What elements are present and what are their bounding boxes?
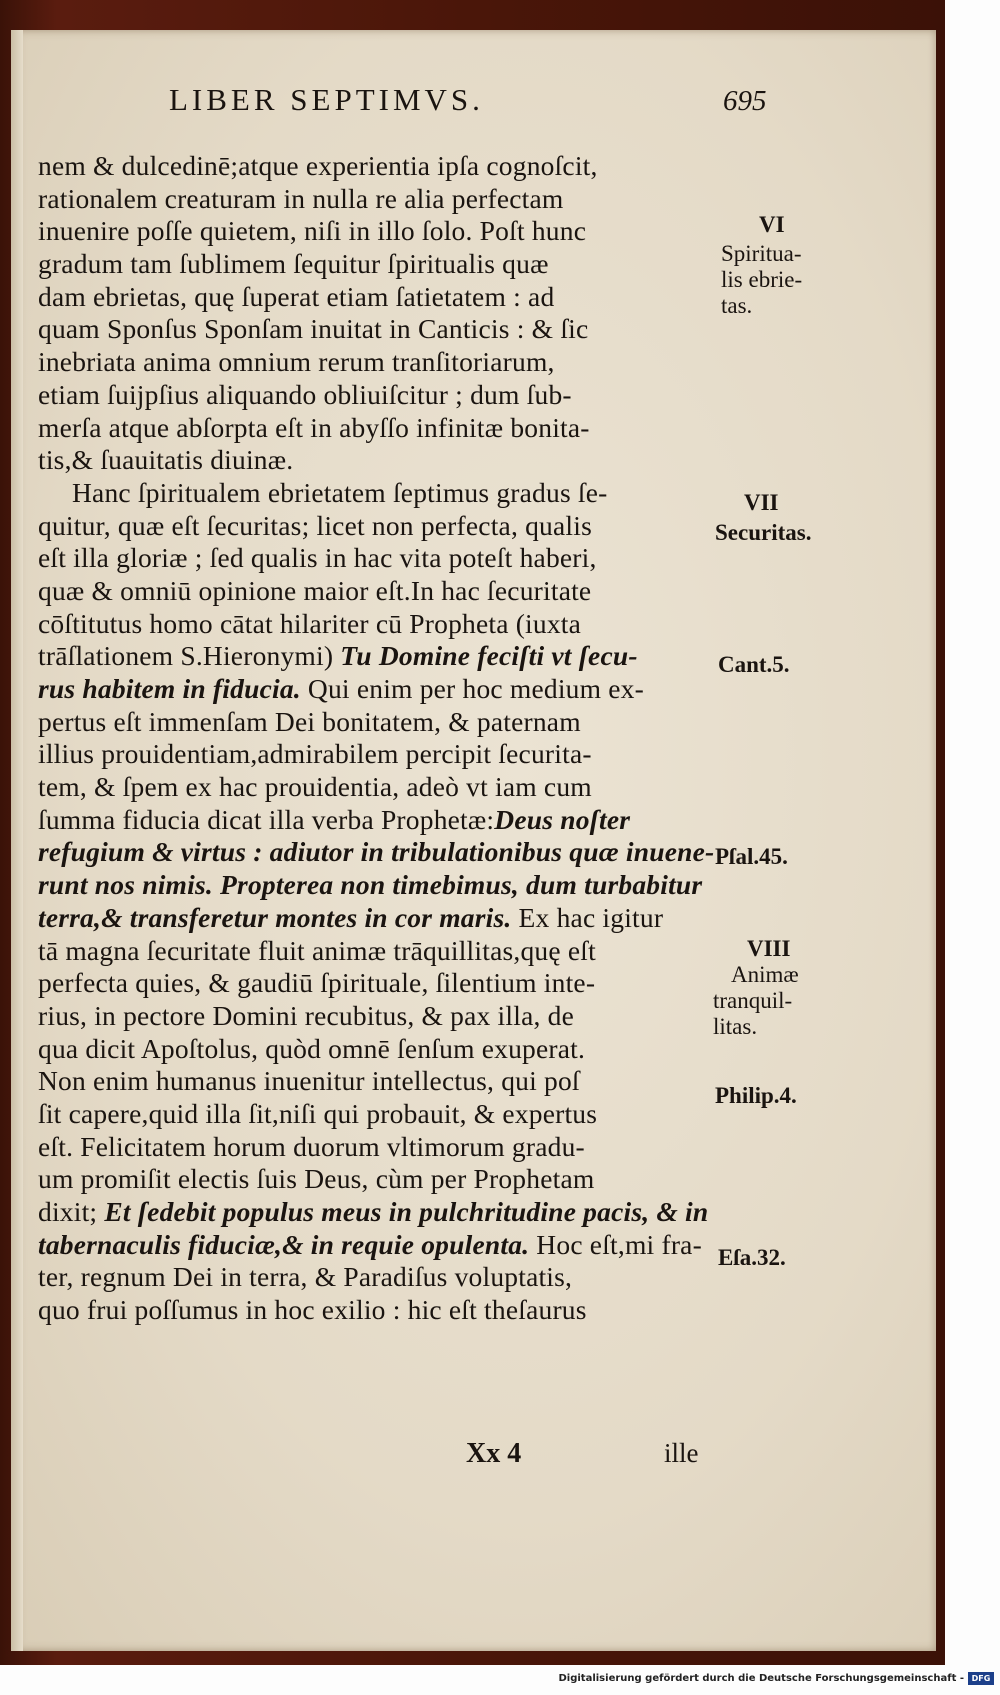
text-line xyxy=(38,313,718,346)
text-line xyxy=(38,640,718,673)
italic-quotation: Deus noſter xyxy=(494,803,631,835)
line-text: dam ebrietas, quę ſuperat etiam ſatietatem : ad xyxy=(38,280,555,312)
line-text: ſit capere,quid illa ſit,niſi qui probauit, & expertus xyxy=(38,1097,598,1129)
text-line xyxy=(38,935,718,968)
text-line xyxy=(38,1196,718,1229)
line-text: tem, & ſpem ex hac prouidentia, adeò vt iam cum xyxy=(38,771,592,803)
italic-quotation: refugium & virtus : adiutor in tribulationibus quæ inuene- xyxy=(38,836,715,868)
text-line xyxy=(38,379,718,412)
margin-note-psal: Pſal.45. xyxy=(715,844,788,869)
margin-note-numeral-viii: VIII xyxy=(747,936,791,961)
line-text: nem & dulcedinē;atque experientia ipſa cognoſcit, xyxy=(38,150,598,181)
text-line xyxy=(38,836,718,869)
text-line xyxy=(38,1163,718,1196)
line-text: qua dicit Apoſtolus, quòd omnē ſenſum exuperat. xyxy=(38,1032,586,1064)
margin-note-litas: litas. xyxy=(713,1014,758,1039)
margin-note-securitas: Securitas. xyxy=(715,520,812,545)
text-line xyxy=(38,673,718,706)
italic-quotation: runt nos nimis. Propterea non timebimus, dum turbabitur xyxy=(38,869,703,901)
line-text: rationalem creaturam in nulla re alia perfectam xyxy=(38,182,564,214)
page-number: 695 xyxy=(723,85,767,117)
margin-note-tas: tas. xyxy=(721,293,753,318)
text-line xyxy=(38,1294,718,1327)
line-text: Hanc ſpiritualem ebrietatem ſeptimus gradus ſe- xyxy=(72,476,608,508)
text-line xyxy=(38,1098,718,1131)
line-text: cōſtitutus homo cātat hilariter cū Propheta (iuxta xyxy=(38,607,582,639)
text-line xyxy=(38,215,718,248)
text-line xyxy=(38,183,718,216)
line-text: Ex hac igitur xyxy=(511,901,664,933)
line-text: inebriata anima omnium rerum tranſitoriarum, xyxy=(38,346,555,378)
text-line xyxy=(38,412,718,445)
line-text: tis,& ſuauitatis diuinæ. xyxy=(38,444,294,476)
line-text: eſt. Felicitatem horum duorum vltimorum gradu- xyxy=(38,1130,585,1162)
text-line xyxy=(38,1000,718,1033)
margin-note-spiritualis: Spiritua- xyxy=(721,241,802,266)
text-line xyxy=(38,771,718,804)
margin-note-cant: Cant.5. xyxy=(718,652,790,677)
text-line xyxy=(38,150,718,183)
italic-quotation: Et ſedebit populus meus in pulchritudine pacis, & in xyxy=(104,1196,709,1227)
line-text: trāſlationem S.Hieronymi) xyxy=(38,640,341,672)
line-text: etiam ſuijpſius aliquando obliuiſcitur ; dum ſub- xyxy=(38,378,572,410)
text-line xyxy=(38,510,718,543)
text-line xyxy=(38,902,718,935)
line-text: inuenire poſſe quietem, niſi in illo ſolo. Poſt hunc xyxy=(38,215,587,247)
line-text: dixit; xyxy=(38,1196,105,1227)
line-text: ter, regnum Dei in terra, & Paradiſus voluptatis, xyxy=(38,1261,573,1293)
text-line xyxy=(38,281,718,314)
line-text: Hoc eſt,mi fra- xyxy=(529,1228,702,1260)
line-text: ſumma fiducia dicat illa verba Prophetæ: xyxy=(38,803,495,835)
margin-note-numeral-vii: VII xyxy=(744,490,779,515)
line-text: merſa atque abſorpta eſt in abyſſo infinitæ bonita- xyxy=(38,411,590,443)
dfg-logo: DFG xyxy=(968,1672,994,1685)
text-line xyxy=(38,608,718,641)
text-line xyxy=(38,1033,718,1066)
text-line xyxy=(38,542,718,575)
margin-note-animae: Animæ xyxy=(731,962,799,987)
text-line xyxy=(38,1229,718,1262)
line-text: gradum tam ſublimem ſequitur ſpiritualis quæ xyxy=(38,248,549,280)
credit-text: Digitalisierung gefördert durch die Deutsche Forschungsgemeinschaft - xyxy=(558,1673,964,1684)
text-line xyxy=(38,869,718,902)
margin-note-numeral-vi: VI xyxy=(759,212,785,237)
line-text: rius, in pectore Domini recubitus, & pax illa, de xyxy=(38,999,574,1031)
line-text: pertus eſt immenſam Dei bonitatem, & paternam xyxy=(38,705,581,737)
text-line xyxy=(38,248,718,281)
margin-note-ebrie: lis ebrie- xyxy=(721,267,803,292)
text-line xyxy=(38,967,718,1000)
line-text: um promiſit electis ſuis Deus, cùm per Prophetam xyxy=(38,1163,595,1195)
line-text: quitur, quæ eſt ſecuritas; licet non perfecta, qualis xyxy=(38,509,592,541)
line-text: eſt illa gloriæ ; ſed qualis in hac vita poteſt haberi, xyxy=(38,542,597,574)
text-line xyxy=(38,444,718,477)
margin-note-tranquil: tranquil- xyxy=(713,988,793,1013)
line-text: illius prouidentiam,admirabilem percipit ſecurita- xyxy=(38,738,592,770)
italic-quotation: rus habitem in fiducia. xyxy=(38,673,301,704)
text-line xyxy=(38,1131,718,1164)
signature-mark: Xx 4 xyxy=(466,1438,522,1469)
italic-quotation: Tu Domine feciſti vt ſecu- xyxy=(340,640,638,672)
text-line xyxy=(38,575,718,608)
running-title: LIBER SEPTIMVS. xyxy=(169,82,484,117)
line-text: Non enim humanus inuenitur intellectus, qui poſ xyxy=(38,1065,580,1097)
line-text: perfecta quies, & gaudiū ſpirituale, ſilentium inte- xyxy=(38,967,596,999)
book-page xyxy=(11,30,936,1651)
text-line xyxy=(38,1261,718,1294)
text-line xyxy=(38,1065,718,1098)
line-text: tā magna ſecuritate fluit animæ trāquillitas,quę eſt xyxy=(38,934,596,966)
text-line xyxy=(38,738,718,771)
text-line xyxy=(38,346,718,379)
text-line xyxy=(38,706,718,739)
italic-quotation: tabernaculis fiduciæ,& in requie opulenta. xyxy=(38,1228,530,1260)
line-text: Qui enim per hoc medium ex- xyxy=(300,673,644,704)
text-line xyxy=(38,804,718,837)
body-text xyxy=(38,150,718,1327)
catchword: ille xyxy=(664,1438,699,1468)
margin-note-philip: Philip.4. xyxy=(715,1083,797,1108)
italic-quotation: terra,& transferetur montes in cor maris. xyxy=(38,901,512,933)
text-line xyxy=(38,477,718,510)
credit-bar xyxy=(0,1672,1000,1692)
margin-note-esa: Eſa.32. xyxy=(718,1245,786,1270)
line-text: quo frui poſſumus in hoc exilio : hic eſt theſaurus xyxy=(38,1294,587,1326)
page-gutter-edge xyxy=(11,30,23,1651)
line-text: quæ & omniū opinione maior eſt.In hac ſecuritate xyxy=(38,574,592,606)
line-text: quam Sponſus Sponſam inuitat in Canticis : & ſic xyxy=(38,313,589,345)
